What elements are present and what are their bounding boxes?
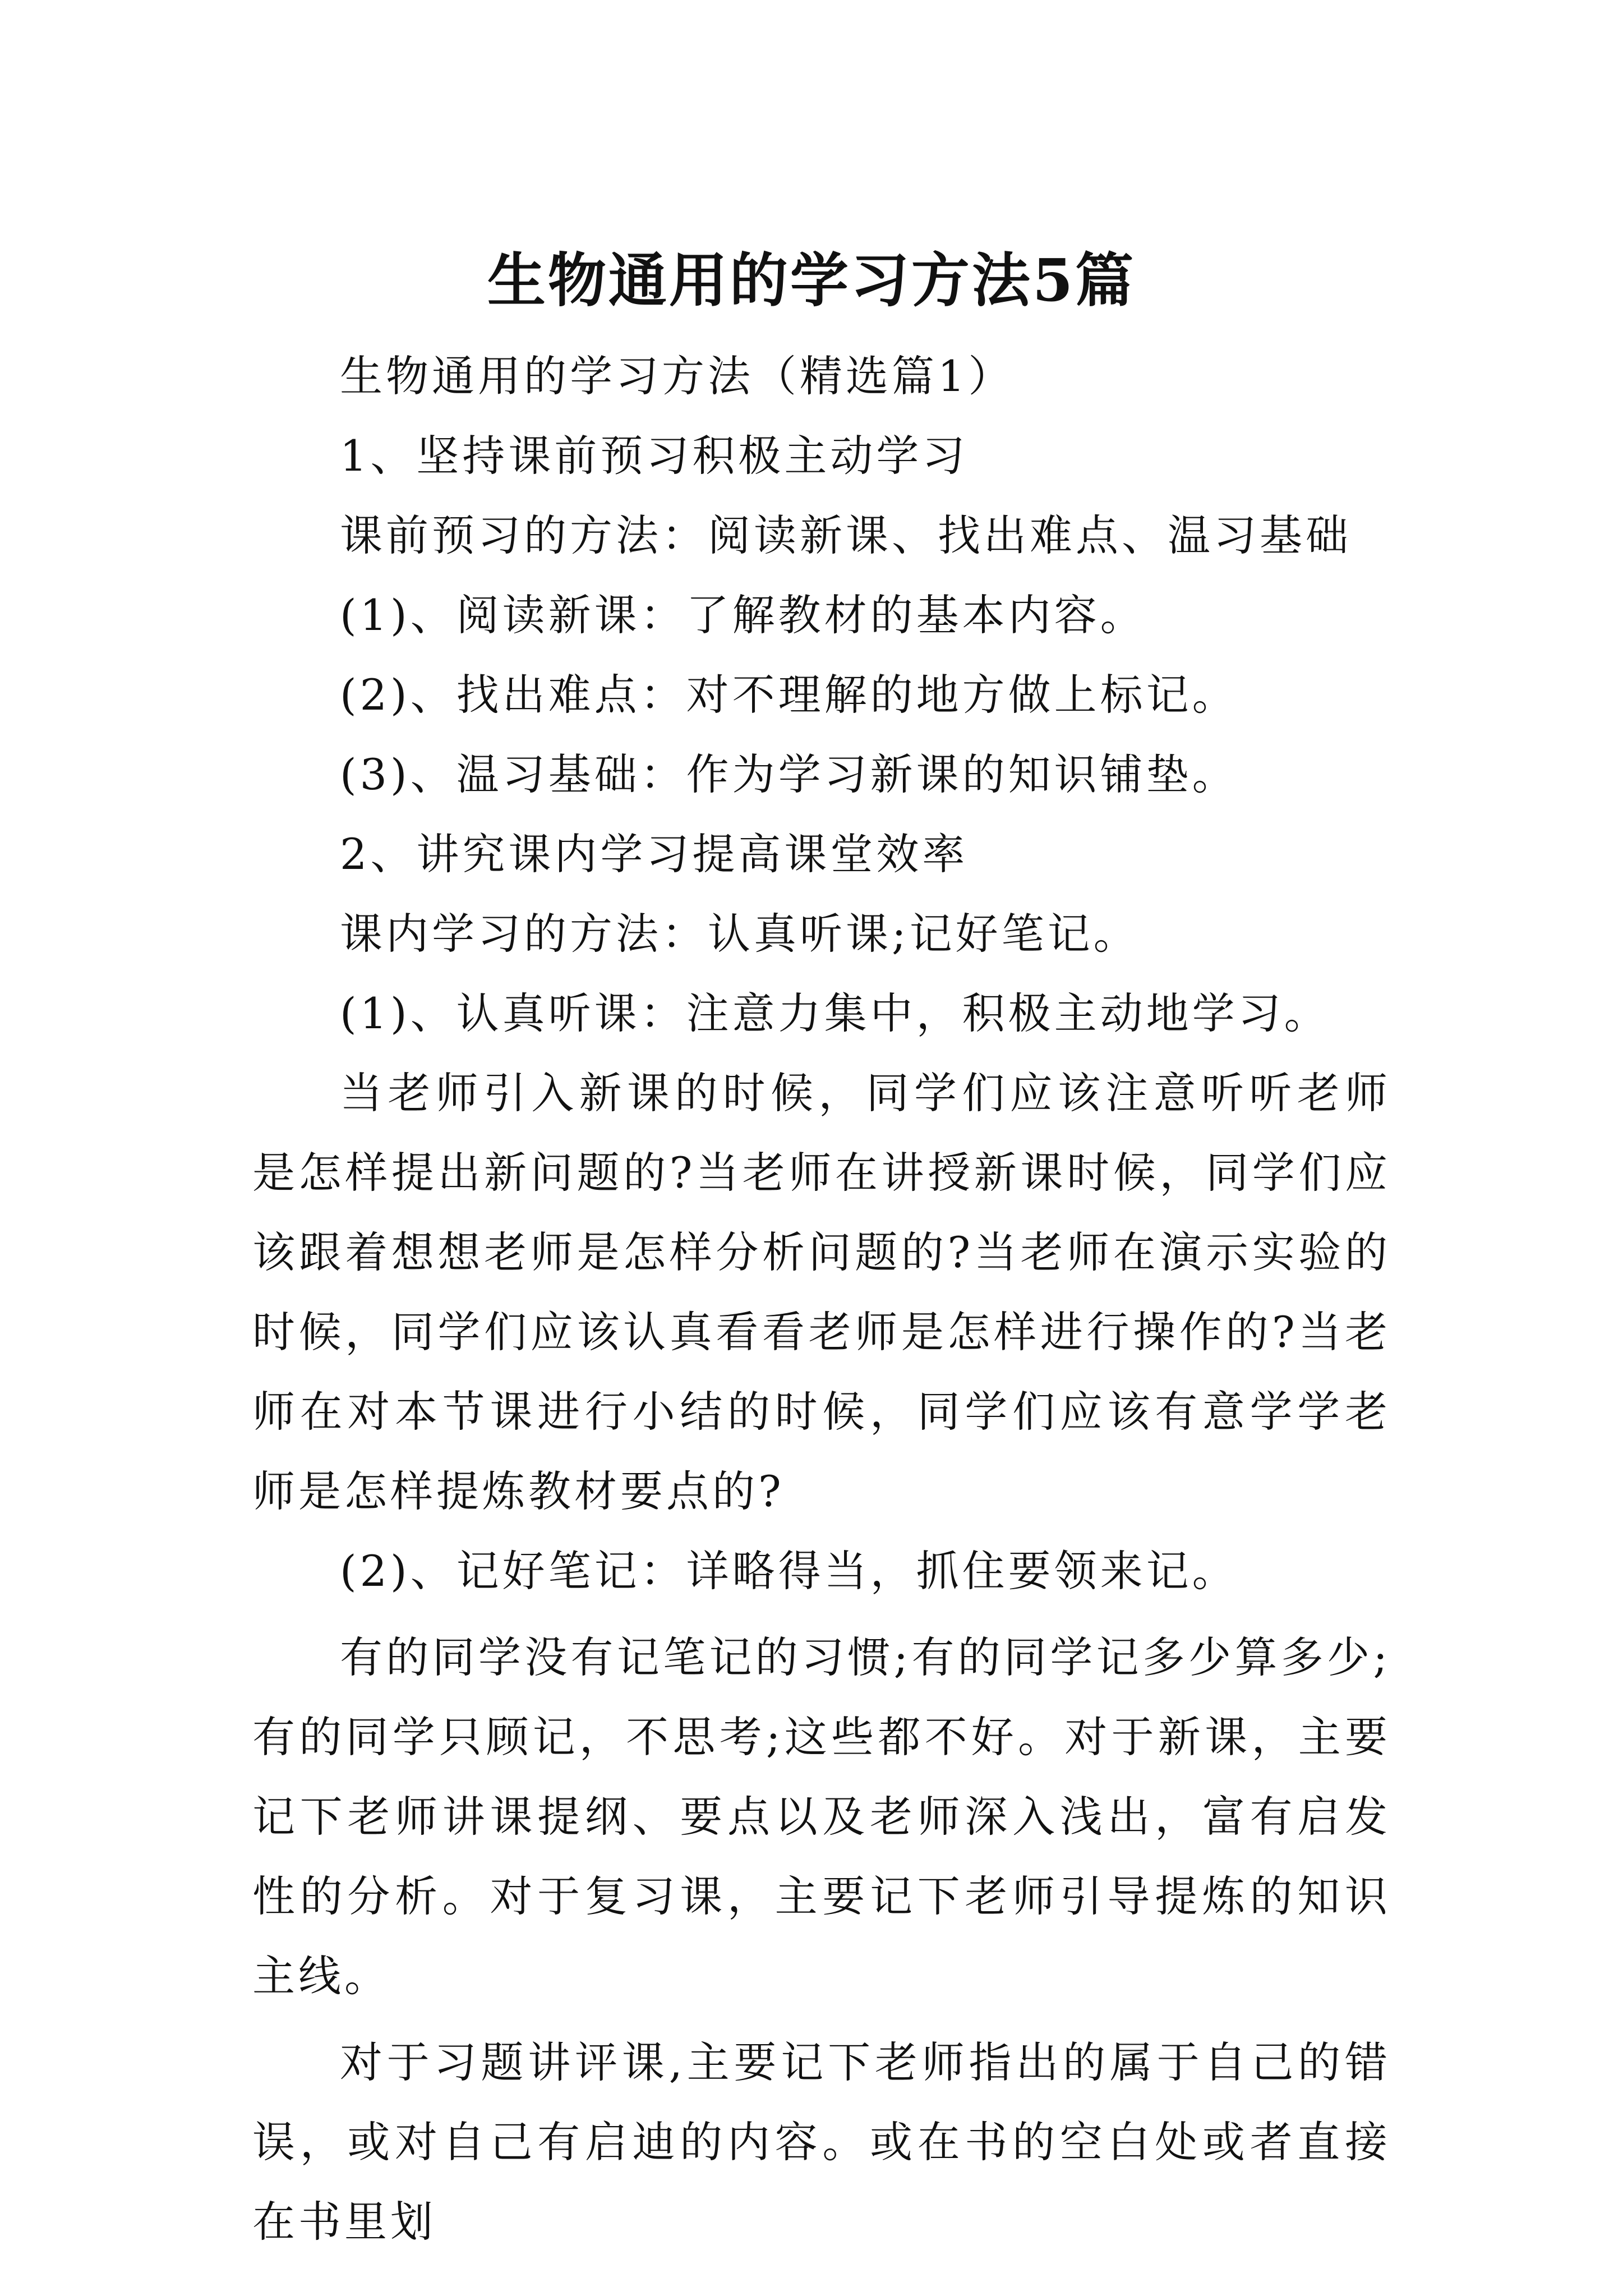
paragraph-class-step-2: (2)、记好笔记：详略得当，抓住要领来记。 <box>340 1546 1238 1596</box>
paragraph-notes-detail: 有的同学没有记笔记的习惯;有的同学记多少算多少;有的同学只顾记，不思考;这些都不好。对于新课，主要记下老师讲课提纲、要点以及老师深入浅出，富有启发性的分析。对于复习课，主要记下老师引导提炼的知识主线。 <box>252 1632 1391 2001</box>
paragraph-preview-method: 课前预习的方法：阅读新课、找出难点、温习基础 <box>340 510 1352 560</box>
paragraph-point-1: 1、坚持课前预习积极主动学习 <box>340 431 969 481</box>
paragraph-review-notes: 对于习题讲评课,主要记下老师指出的属于自己的错误，或对自己有启迪的内容。或在书的空白处或者直接在书里划 <box>252 2037 1391 2247</box>
paragraph-section-heading: 生物通用的学习方法（精选篇1） <box>340 351 1015 401</box>
paragraph-class-method: 课内学习的方法：认真听课;记好笔记。 <box>340 909 1140 959</box>
paragraph-preview-step-3: (3)、温习基础：作为学习新课的知识铺垫。 <box>340 749 1238 799</box>
paragraph-preview-step-1: (1)、阅读新课：了解教材的基本内容。 <box>340 590 1146 640</box>
document-title: 生物通用的学习方法5篇 <box>487 245 1136 315</box>
paragraph-class-step-1: (1)、认真听课：注意力集中，积极主动地学习。 <box>340 988 1330 1038</box>
paragraph-point-2: 2、讲究课内学习提高课堂效率 <box>340 829 969 879</box>
document-body <box>252 337 1391 2262</box>
paragraph-preview-step-2: (2)、找出难点：对不理解的地方做上标记。 <box>340 670 1238 720</box>
paragraph-listening-detail: 当老师引入新课的时候，同学们应该注意听听老师是怎样提出新问题的?当老师在讲授新课时候，同学们应该跟着想想老师是怎样分析问题的?当老师在演示实验的时候，同学们应该认真看看老师是怎样进行操作的?当老师在对本节课进行小结的时候，同学们应该有意学学老师是怎样提炼教材要点的? <box>252 1068 1391 1516</box>
